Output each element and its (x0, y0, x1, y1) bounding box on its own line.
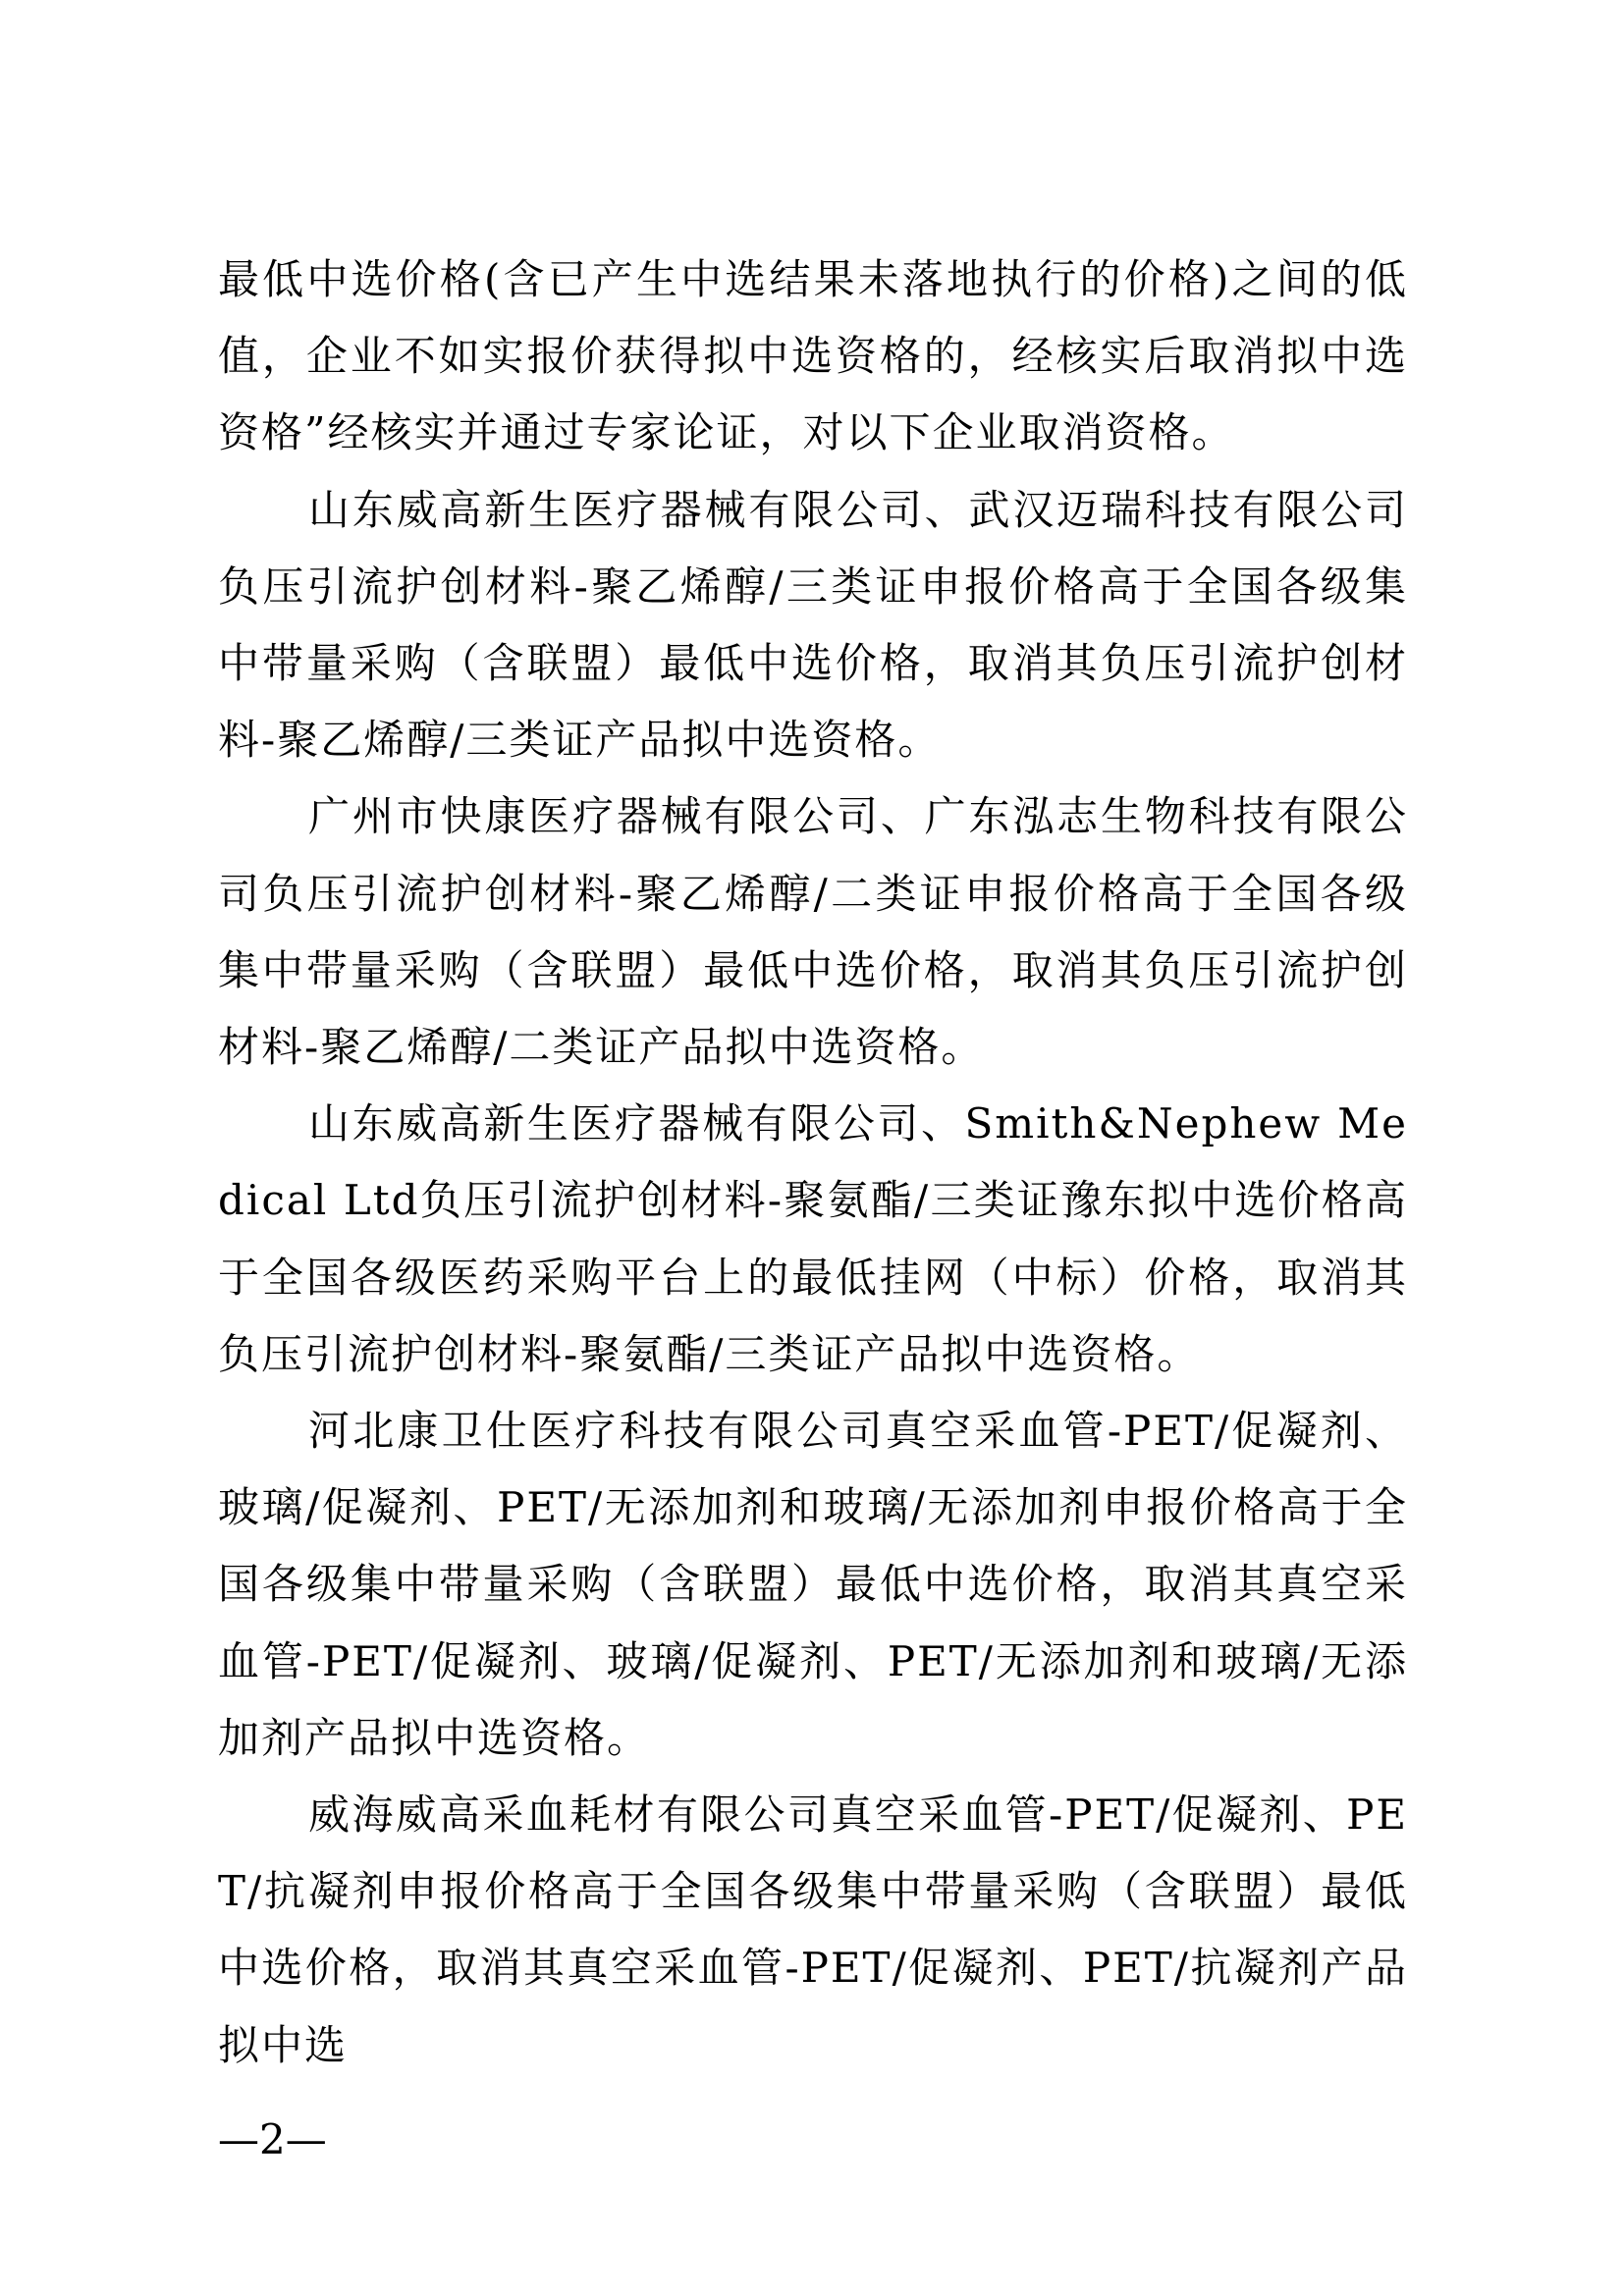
body-text (218, 241, 1408, 2084)
page-number: —2— (218, 2115, 327, 2163)
paragraph-weigao-xinsheng-mindray: 山东威高新生医疗器械有限公司、武汉迈瑞科技有限公司负压引流护创材料-聚乙烯醇/三类证申报价格高于全国各级集中带量采购（含联盟）最低中选价格，取消其负压引流护创材料-聚乙烯醇/三类证产品拟中选资格。 (218, 485, 1408, 765)
paragraph-continuation: 最低中选价格(含已产生中选结果未落地执行的价格)之间的低值，企业不如实报价获得拟中选资格的，经核实后取消拟中选资格”经核实并通过专家论证，对以下企业取消资格。 (218, 255, 1408, 457)
paragraph-weigao-smith-nephew: 山东威高新生医疗器械有限公司、Smith&Nephew Medical Ltd负压引流护创材料-聚氨酯/三类证豫东拟中选价格高于全国各级医药采购平台上的最低挂网（中标）价格，取消其负压引流护创材料-聚氨酯/三类证产品拟中选资格。 (218, 1099, 1408, 1378)
paragraph-kuaikang-hongzhi: 广州市快康医疗器械有限公司、广东泓志生物科技有限公司负压引流护创材料-聚乙烯醇/二类证申报价格高于全国各级集中带量采购（含联盟）最低中选价格，取消其负压引流护创材料-聚乙烯醇/二类证产品拟中选资格。 (218, 792, 1408, 1072)
paragraph-weihai-weigao: 威海威高采血耗材有限公司真空采血管-PET/促凝剂、PET/抗凝剂申报价格高于全国各级集中带量采购（含联盟）最低中选价格，取消其真空采血管-PET/促凝剂、PET/抗凝剂产品拟中选 (218, 1790, 1408, 2069)
paragraph-kangweishi: 河北康卫仕医疗科技有限公司真空采血管-PET/促凝剂、玻璃/促凝剂、PET/无添加剂和玻璃/无添加剂申报价格高于全国各级集中带量采购（含联盟）最低中选价格，取消其真空采血管-PET/促凝剂、玻璃/促凝剂、PET/无添加剂和玻璃/无添加剂产品拟中选资格。 (218, 1407, 1408, 1762)
